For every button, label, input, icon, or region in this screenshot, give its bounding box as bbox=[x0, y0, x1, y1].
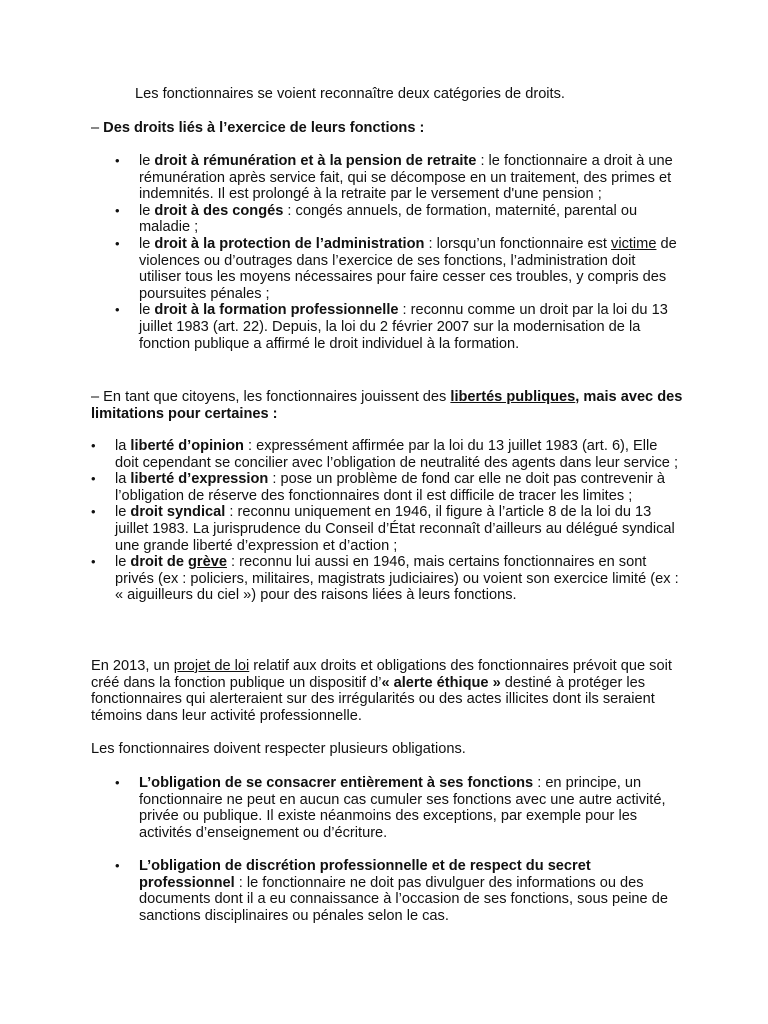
item-bold: L’obligation de se consacrer entièrement à ses fonctions bbox=[139, 775, 534, 791]
list-item bbox=[91, 438, 681, 471]
list-item bbox=[91, 471, 681, 504]
bullet: • bbox=[115, 857, 120, 873]
obligations-intro-text: Les fonctionnaires doivent respecter plusieurs obligations. bbox=[91, 741, 466, 757]
item-text: : en principe, un fonctionnaire ne peut en aucun cas cumuler ses fonctions avec une autre activité, privée ou publique. Il existe néanmoins des exceptions, par exemple pour les activités d’enseignement ou d’écriture. bbox=[139, 775, 666, 841]
item-pre: le bbox=[139, 235, 155, 252]
item-bold: droit syndical bbox=[130, 504, 226, 521]
list-item bbox=[115, 858, 681, 924]
list-item bbox=[115, 153, 681, 203]
obligations-list bbox=[115, 775, 681, 924]
item-pre: le bbox=[139, 302, 155, 319]
libertes-publiques-link[interactable]: libertés publiques bbox=[450, 389, 576, 405]
section1-heading bbox=[91, 120, 691, 137]
item-bold: L’obligation de discrétion professionnelle et de respect du secret professionnel bbox=[139, 857, 591, 891]
item-bold: liberté d’opinion bbox=[130, 438, 244, 454]
item-text: : le fonctionnaire a droit à une rémunération après service fait, qui se décompose en un traitement, des primes et indemnités. Il est prolongé à la retraite par le versement d'une pension ; bbox=[139, 153, 673, 203]
item-text: : reconnu lui aussi en 1946, mais certains fonctionnaires en sont privés (ex : policiers, militaires, magistrats judiciaires) ou voient son exercice limité (ex : « aiguilleurs du ciel ») pour des raisons liées à leurs fonctions. bbox=[115, 554, 679, 604]
item-bold: droit à rémunération et à la pension de retraite bbox=[154, 153, 477, 169]
item-text: : pose un problème de fond car elle ne doit pas contrevenir à l’obligation de réserve des fonctionnaires dont il est difficile de tracer les limites ; bbox=[115, 471, 666, 504]
bullet: • bbox=[115, 202, 120, 218]
section2-intro-bold: , mais avec des limitations pour certaines : bbox=[91, 389, 683, 422]
list-item bbox=[115, 302, 681, 352]
dash: – bbox=[91, 120, 104, 136]
bullet: • bbox=[115, 302, 120, 318]
liberties-list bbox=[91, 438, 681, 604]
item-text: : le fonctionnaire ne doit pas divulguer des informations ou des documents dont il a eu connaissance à l’occasion de ses fonctions, sous peine de sanctions disciplinaires ou pénales selon le cas. bbox=[139, 874, 668, 924]
alerte-ethique-bold: « alerte éthique » bbox=[381, 674, 501, 691]
item-pre: le bbox=[139, 202, 155, 219]
bullet: • bbox=[91, 504, 96, 520]
item-text: : expressément affirmée par la loi du 13 juillet 1983 (art. 6), Elle doit cependant se concilier avec l’obligation de neutralité des agents dans leur service ; bbox=[115, 438, 679, 471]
item-pre: le bbox=[115, 504, 131, 521]
projet-de-loi-link[interactable]: projet de loi bbox=[173, 658, 250, 674]
item-pre: la bbox=[115, 471, 131, 488]
bullet: • bbox=[91, 554, 96, 570]
greve-link[interactable]: grève bbox=[188, 554, 227, 571]
obligations-intro bbox=[91, 741, 691, 758]
section1-heading-text: Des droits liés à l’exercice de leurs fonctions : bbox=[103, 120, 425, 136]
bullet: • bbox=[115, 775, 120, 790]
item-pre: le bbox=[139, 153, 155, 169]
paragraph-2013 bbox=[91, 658, 683, 724]
bullet: • bbox=[91, 438, 96, 453]
bullet: • bbox=[115, 153, 120, 168]
list-item bbox=[115, 775, 681, 841]
bullet: • bbox=[91, 471, 96, 487]
para-text: destiné à protéger les fonctionnaires qui alerteraient sur des irrégularités ou des actes illicites dont ils seraient témoins dans leur activité professionnelle. bbox=[91, 674, 655, 724]
item-text: : lorsqu’un fonctionnaire est bbox=[424, 235, 612, 252]
intro-text: Les fonctionnaires se voient reconnaître deux catégories de droits. bbox=[135, 86, 565, 102]
item-text: de violences ou d’outrages dans l’exercice de ses fonctions, l’administration doit utiliser tous les moyens nécessaires pour faire cesser ces troubles, y compris des poursuites pénales ; bbox=[139, 235, 677, 302]
victime-link[interactable]: victime bbox=[611, 235, 657, 252]
item-text: : congés annuels, de formation, maternité, parental ou maladie ; bbox=[139, 202, 638, 236]
item-pre: le bbox=[115, 554, 131, 571]
item-bold: droit de bbox=[130, 554, 188, 571]
item-text: : reconnu uniquement en 1946, il figure à l’article 8 de la loi du 13 juillet 1983. La jurisprudence du Conseil d’État reconnaît d’ailleurs au délégué syndical une grande liberté d’expression et d’action ; bbox=[115, 504, 675, 554]
section2-heading bbox=[91, 389, 691, 422]
intro-paragraph bbox=[91, 86, 691, 103]
list-item bbox=[115, 203, 681, 236]
item-bold: droit à la protection de l’administration bbox=[154, 235, 425, 252]
item-bold: droit à la formation professionnelle bbox=[154, 302, 399, 319]
section2-intro-text: – En tant que citoyens, les fonctionnaires jouissent des bbox=[91, 389, 451, 405]
item-pre: la bbox=[115, 438, 131, 454]
para-text: En 2013, un bbox=[91, 658, 174, 674]
list-item bbox=[115, 236, 681, 302]
rights-list bbox=[115, 153, 681, 352]
item-bold: droit à des congés bbox=[154, 202, 284, 219]
list-item bbox=[91, 554, 681, 604]
para-text: relatif aux droits et obligations des fonctionnaires prévoit que soit créé dans la fonction publique un dispositif d’ bbox=[91, 658, 672, 691]
list-item bbox=[91, 504, 681, 554]
item-text: : reconnu comme un droit par la loi du 13 juillet 1983 (art. 22). Depuis, la loi du 2 février 2007 sur la modernisation de la fonction publique a affirmé le droit individuel à la formation. bbox=[139, 302, 668, 352]
item-bold: liberté d’expression bbox=[130, 471, 269, 488]
bullet: • bbox=[115, 235, 120, 251]
